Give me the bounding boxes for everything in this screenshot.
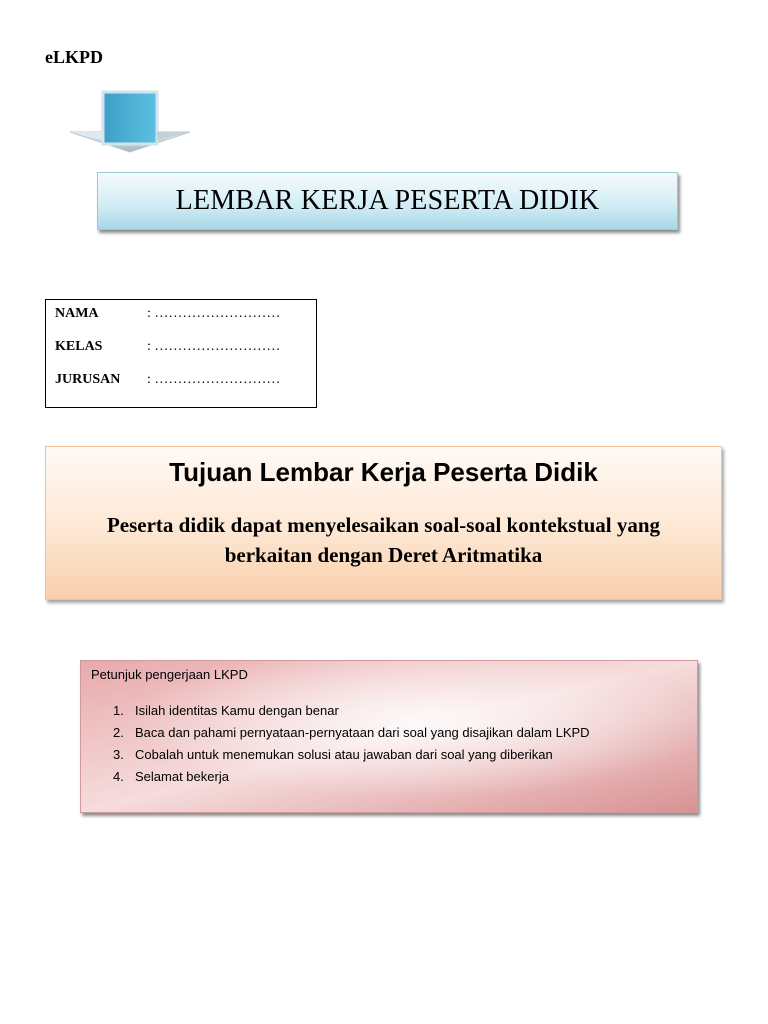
list-item: [113, 769, 590, 791]
list-item: [113, 747, 590, 769]
objective-text: Peserta didik dapat menyelesaikan soal-soal kontekstual yang berkaitan dengan Deret Aritmatika: [106, 513, 661, 567]
list-item: [113, 703, 590, 725]
document-brand: eLKPD: [45, 47, 103, 67]
identity-box: [45, 299, 317, 408]
identity-row-kelas: [55, 339, 280, 355]
list-item-number: 2.: [113, 725, 124, 740]
list-item-number: 1.: [113, 703, 124, 718]
list-item-text: Baca dan pahami pernyataan-pernyataan dari soal yang disajikan dalam LKPD: [135, 725, 590, 740]
list-item: [113, 725, 590, 747]
objective-title: Tujuan Lembar Kerja Peserta Didik: [169, 457, 598, 487]
list-item-number: 3.: [113, 747, 124, 762]
down-arrow-icon: [66, 90, 194, 154]
title-banner: [97, 172, 678, 230]
instructions-list: [113, 703, 590, 791]
instructions-heading: Petunjuk pengerjaan LKPD: [91, 667, 248, 682]
instructions-box: [80, 660, 698, 813]
identity-value-field[interactable]: : ………………………: [147, 306, 281, 321]
objective-box: [45, 446, 722, 600]
identity-value-field[interactable]: : ………………………: [147, 372, 281, 387]
list-item-text: Selamat bekerja: [135, 769, 229, 784]
list-item-text: Isilah identitas Kamu dengan benar: [135, 703, 339, 718]
identity-label: KELAS: [55, 339, 103, 354]
page-title: LEMBAR KERJA PESERTA DIDIK: [175, 185, 600, 216]
identity-value-field[interactable]: : ………………………: [147, 339, 281, 354]
identity-row-nama: [55, 306, 280, 322]
identity-label: NAMA: [55, 306, 99, 321]
identity-row-jurusan: [55, 372, 280, 388]
list-item-text: Cobalah untuk menemukan solusi atau jawaban dari soal yang diberikan: [135, 747, 553, 762]
identity-label: JURUSAN: [55, 372, 121, 387]
list-item-number: 4.: [113, 769, 124, 784]
